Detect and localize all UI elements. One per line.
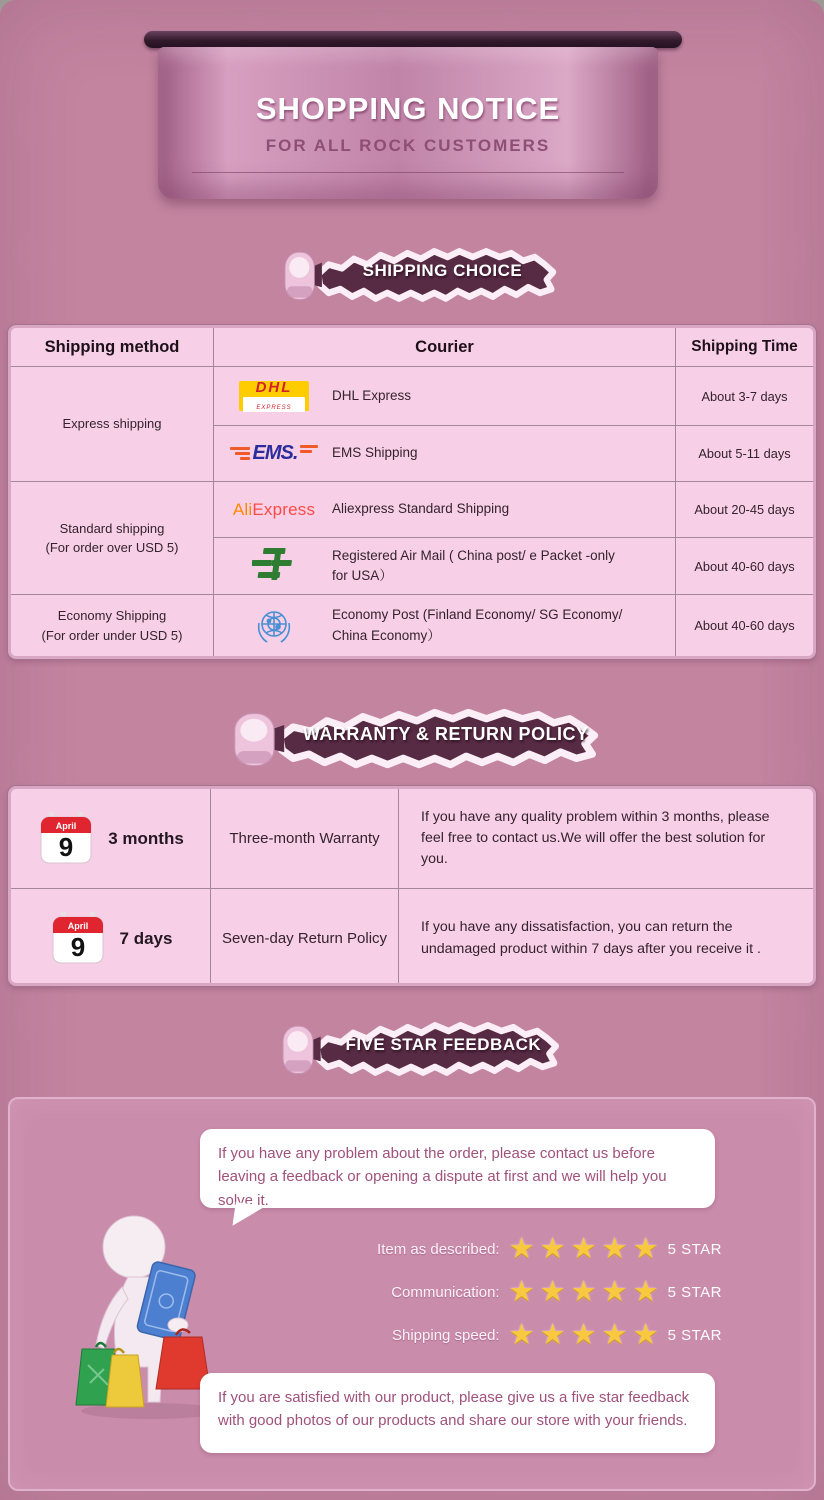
- calendar-month-label: April: [67, 920, 88, 931]
- rating-list: [310, 1232, 722, 1352]
- courier-row-dhl: [214, 366, 675, 425]
- courier-row-chinapost: [214, 537, 675, 594]
- feedback-title: FIVE STAR FEEDBACK: [345, 1035, 542, 1054]
- shipping-table: [8, 325, 816, 659]
- warranty-policy-description: If you have any quality problem within 3 months, please feel free to contact us.We will offer the best solution for you.: [421, 808, 770, 868]
- feedback-section: [8, 1097, 816, 1491]
- star-icon: ★: [601, 1232, 628, 1265]
- ems-logo-text: EMS.: [252, 442, 298, 464]
- courier-name: Economy Post (Finland Economy/ SG Economy/ China Economy）: [332, 607, 623, 643]
- method-express: [11, 366, 213, 481]
- star-icon: ★: [539, 1318, 566, 1351]
- courier-name: Aliexpress Standard Shipping: [332, 501, 510, 517]
- star-icon: ★: [601, 1318, 628, 1351]
- dhl-logo-subtext: EXPRESS: [256, 405, 292, 411]
- ems-logo: [236, 442, 312, 465]
- rating-label: Shipping speed:: [392, 1326, 500, 1344]
- star-icon: ★: [508, 1232, 535, 1265]
- warranty-ribbon: [228, 700, 610, 775]
- warranty-row-7-days: [11, 888, 813, 986]
- rating-row-item-as-described: [310, 1232, 722, 1266]
- star-icon: ★: [539, 1232, 566, 1265]
- warranty-period-cell: [11, 789, 211, 888]
- warranty-period-cell: [11, 889, 211, 986]
- method-economy-label: Economy Shipping: [57, 608, 167, 623]
- five-star-icons: [508, 1232, 659, 1265]
- five-star-icons: [508, 1275, 659, 1308]
- rating-row-communication: [310, 1275, 722, 1309]
- warranty-row-3-months: [11, 789, 813, 888]
- courier-name: Registered Air Mail ( China post/ e Packet -only for USA）: [332, 547, 615, 583]
- method-express-label: Express shipping: [62, 416, 162, 432]
- dhl-logo: [236, 381, 312, 411]
- warranty-policy-description: If you have any dissatisfaction, you can return the undamaged product within 7 days after you receive it .: [421, 919, 761, 957]
- courier-row-economy: [214, 594, 675, 656]
- warranty-table: [8, 786, 816, 986]
- calendar-day-label: 9: [70, 931, 85, 962]
- page-subtitle: FOR ALL ROCK CUSTOMERS: [265, 136, 551, 155]
- rating-value: 5 STAR: [667, 1326, 722, 1344]
- courier-column: [213, 328, 675, 656]
- banner-rod: [144, 31, 682, 48]
- warranty-policy-name: Three-month Warranty: [211, 789, 399, 888]
- feedback-bubble-text: If you have any problem about the order, please contact us before leaving a feedback or opening a dispute at first and we will help you solve it.: [218, 1145, 667, 1209]
- shipping-time: About 20-45 days: [676, 481, 813, 537]
- calendar-month-label: April: [55, 820, 77, 831]
- shipping-choice-title: SHIPPING CHOICE: [362, 261, 523, 280]
- banner-divider: [192, 172, 624, 173]
- rating-label: Item as described:: [377, 1240, 500, 1258]
- column-header-courier: Courier: [415, 337, 474, 356]
- shipping-time: About 5-11 days: [676, 425, 813, 481]
- calendar-icon: [37, 810, 95, 868]
- aliexpress-logo-text-2: Express: [252, 499, 316, 519]
- method-economy-note: (For order under USD 5): [41, 627, 183, 643]
- courier-name: EMS Shipping: [332, 445, 418, 461]
- method-standard-label: Standard shipping: [59, 520, 165, 536]
- shipping-time: About 40-60 days: [676, 594, 813, 656]
- star-icon: ★: [632, 1318, 659, 1351]
- star-icon: ★: [570, 1275, 597, 1308]
- un-post-icon: [236, 603, 312, 649]
- page-title: SHOPPING NOTICE: [255, 91, 561, 126]
- calendar-icon: [49, 910, 107, 968]
- rating-value: 5 STAR: [667, 1283, 722, 1301]
- shipping-choice-ribbon: [280, 240, 565, 308]
- star-icon: ★: [632, 1232, 659, 1265]
- dhl-logo-text: DHL: [255, 379, 293, 396]
- feedback-ribbon: [278, 1014, 568, 1082]
- aliexpress-logo-text-1: Ali: [232, 499, 253, 519]
- feedback-footer-note: [200, 1373, 715, 1453]
- courier-name: DHL Express: [332, 387, 412, 403]
- calendar-day-label: 9: [58, 831, 74, 862]
- warranty-period-label: 7 days: [119, 928, 173, 948]
- rating-label: Communication:: [391, 1283, 500, 1301]
- column-header-shipping-time: Shipping Time: [691, 338, 798, 355]
- aliexpress-logo: [232, 499, 316, 520]
- shipping-time-column: [675, 328, 813, 656]
- star-icon: ★: [570, 1318, 597, 1351]
- star-icon: ★: [508, 1275, 535, 1308]
- warranty-period-label: 3 months: [108, 828, 184, 848]
- warranty-title: WARRANTY & RETURN POLICY: [302, 724, 589, 744]
- star-icon: ★: [508, 1318, 535, 1351]
- courier-row-aliexpress: [214, 481, 675, 537]
- star-icon: ★: [601, 1275, 628, 1308]
- star-icon: ★: [539, 1275, 566, 1308]
- star-icon: ★: [632, 1275, 659, 1308]
- method-standard-note: (For order over USD 5): [45, 540, 179, 555]
- courier-row-ems: [214, 425, 675, 481]
- header-banner: [158, 47, 658, 199]
- star-icon: ★: [570, 1232, 597, 1265]
- warranty-policy-name: Seven-day Return Policy: [211, 889, 399, 986]
- method-economy: [11, 594, 213, 656]
- china-post-icon: [236, 546, 312, 586]
- shipping-method-column: [11, 328, 213, 656]
- shipping-time: About 3-7 days: [676, 366, 813, 425]
- feedback-speech-bubble: [200, 1129, 715, 1208]
- rating-value: 5 STAR: [667, 1240, 722, 1258]
- shipping-time: About 40-60 days: [676, 537, 813, 594]
- method-standard: [11, 481, 213, 594]
- feedback-footer-text: If you are satisfied with our product, please give us a five star feedback with good photos of our products and share our store with your friends.: [218, 1389, 690, 1430]
- column-header-shipping-method: Shipping method: [44, 337, 180, 356]
- rating-row-shipping-speed: [310, 1318, 722, 1352]
- five-star-icons: [508, 1318, 659, 1351]
